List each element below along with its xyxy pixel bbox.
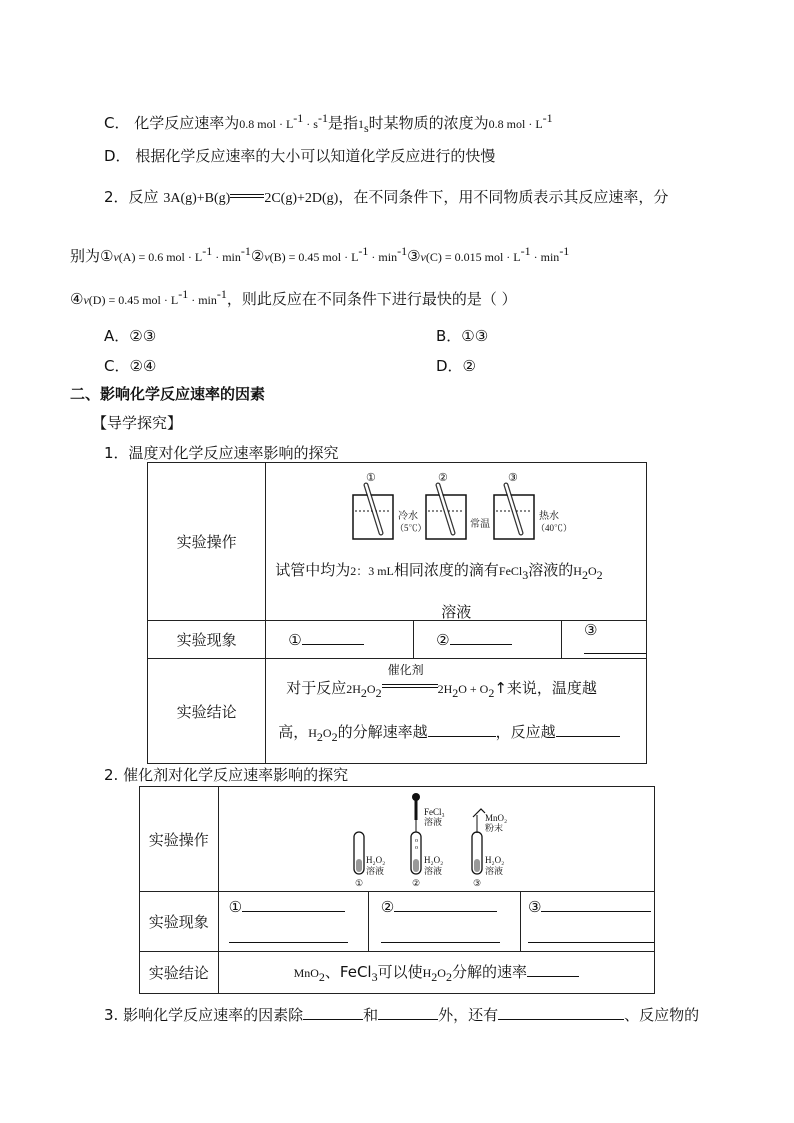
- choice-b: B．①③: [436, 327, 489, 345]
- tube-label-2: ②: [411, 878, 420, 888]
- item-2-heading: 2. 催化剂对化学反应速率影响的探究: [104, 766, 349, 784]
- svg-text:H₂O₂: H₂O₂: [423, 855, 443, 865]
- choice-c: C．②④: [104, 357, 157, 375]
- observation-2-2: ②: [368, 892, 520, 952]
- conclusion-cell: 对于反应$2H_2O_2$ 催化剂 $2H_2O$ + $O_2↑$来说，温度越 高，$H_2O_2$的分解速率越 ，反应越: [266, 659, 647, 764]
- row-label-observation: 实验现象: [148, 621, 266, 659]
- beaker-figure: [266, 471, 646, 551]
- svg-text:（40℃）: （40℃）: [536, 523, 573, 533]
- choice-a: A．②③: [104, 327, 157, 345]
- svg-text:FeCl₃: FeCl₃: [423, 807, 445, 817]
- item-3-line: 3. 影响化学反应速率的因素除 和 外，还有 、反应物的: [104, 1006, 700, 1024]
- operation-cell: ① 冷水 （5℃） ② 常温 ③ 热水 （40℃） 试管中均为2：3 mL相同浓度的滴有FeCl$_3$溶液的$H_2O_2$ 溶液: [266, 463, 647, 621]
- svg-text:MnO₂: MnO₂: [484, 813, 507, 823]
- conclusion-cell-2: MnO$_2$、FeCl$_3$可以使$H_2O_2$分解的速率: [218, 952, 654, 994]
- guide-heading: 【导学探究】: [92, 414, 183, 432]
- section-title: 二、影响化学反应速率的因素: [70, 385, 266, 403]
- beaker-label-3: ③: [508, 472, 519, 484]
- svg-text:H₂O₂: H₂O₂: [365, 855, 385, 865]
- choice-d: D．②: [436, 357, 476, 375]
- svg-text:冷水: 冷水: [398, 511, 419, 522]
- test-tube-figure: [219, 787, 645, 891]
- svg-text:H₂O₂: H₂O₂: [484, 855, 504, 865]
- row-label-observation-2: 实验现象: [140, 892, 219, 952]
- svg-text:溶液: 溶液: [365, 866, 384, 876]
- svg-text:o: o: [414, 845, 418, 851]
- observation-1: ①: [266, 621, 414, 659]
- equal-sign: [230, 194, 264, 198]
- row-label-conclusion-2: 实验结论: [140, 952, 219, 994]
- row-label-operation: 实验操作: [148, 463, 266, 621]
- option-d: D． 根据化学反应速率的大小可以知道化学反应进行的快慢: [104, 147, 496, 165]
- beaker-label-1: ①: [366, 472, 377, 484]
- question-2-line2: 别为①v(A) = 0.6 mol · $L^{-1}$ · $\min^{-1}②v(B) = 0.45$ mol · $L^{-1}$ · $\min^{-1}③v(C) = 0.015$ mol · $L^{-1} \cdot \min^{-1}$: [70, 244, 570, 265]
- catalyst-table: [139, 786, 655, 994]
- tube-label-1: ①: [354, 878, 363, 888]
- svg-text:o: o: [414, 838, 418, 844]
- svg-text:溶液: 溶液: [423, 866, 442, 876]
- observation-3: ③: [562, 621, 647, 659]
- question-2-line3: ④v(D) = 0.45 mol · $L^{-1} \cdot \min^{-1}$，则此反应在不同条件下进行最快的是（ ）: [70, 287, 517, 308]
- observation-2-1: ①: [218, 892, 368, 952]
- tube-label-3: ③: [472, 878, 481, 888]
- operation-description: 试管中均为2：3 mL相同浓度的滴有FeCl$_3$溶液的$H_2O_2$: [275, 561, 603, 582]
- observation-2-3: ③: [521, 892, 655, 952]
- svg-text:（5℃）: （5℃）: [395, 523, 427, 533]
- row-label-operation-2: 实验操作: [140, 787, 219, 892]
- row-label-conclusion: 实验结论: [148, 659, 266, 764]
- option-c: C． 化学反应速率为0.8 mol · $L^{-1} \cdot s^{-1}$是指$1_s$时某物质的浓度为0.8 mol · $L^{-1}$: [104, 111, 553, 135]
- question-2-line1: 2．反应 3A(g)+B(g) 2C(g)+2D(g)，在不同条件下，用不同物质表示其反应速率，分: [104, 188, 669, 206]
- svg-text:热水: 热水: [539, 511, 560, 522]
- svg-text:粉末: 粉末: [484, 823, 503, 833]
- temperature-table: [147, 462, 647, 764]
- operation-cell-2: [218, 787, 654, 892]
- svg-text:溶液: 溶液: [484, 866, 503, 876]
- item-1-heading: 1．温度对化学反应速率影响的探究: [104, 444, 339, 462]
- svg-text:常温: 常温: [470, 519, 491, 530]
- svg-text:溶液: 溶液: [423, 817, 442, 827]
- observation-2: ②: [414, 621, 562, 659]
- beaker-label-2: ②: [438, 472, 449, 484]
